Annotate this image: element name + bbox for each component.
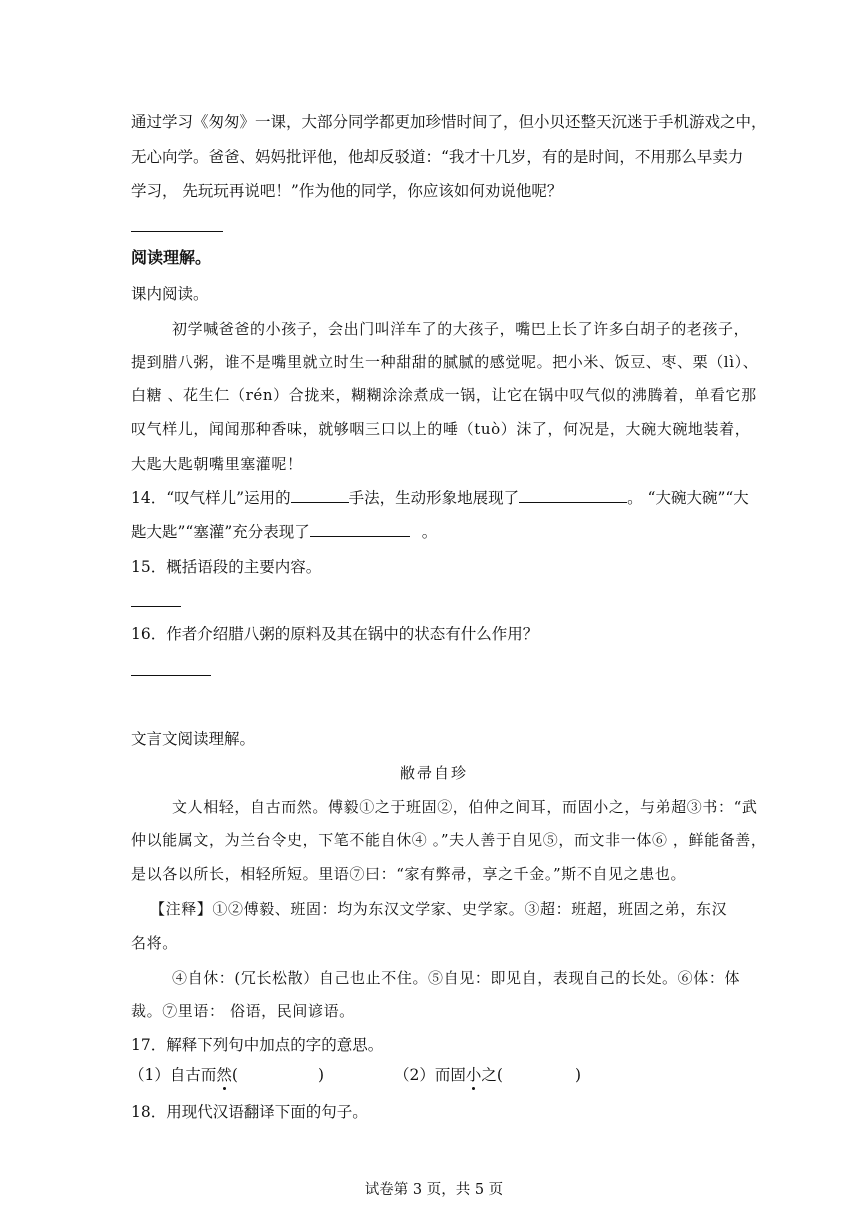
q17-item2-text: （2）而固 [394, 1066, 466, 1084]
classical-subheading: 文言文阅读理解。 [131, 730, 256, 748]
notes-line-4: 裁。⑦里语： 俗语，民间谚语。 [131, 1002, 355, 1020]
passage-line-4: 叹气样儿，闻闻那种香味，就够咽三口以上的唾（tuò）沫了，何况是，大碗大碗地装着， [131, 420, 751, 438]
page-footer: 试卷第 3 页，共 5 页 [364, 1182, 504, 1198]
classical-title: 敝帚自珍 [399, 764, 468, 782]
intro-line-3: 学习， 先玩玩再说吧！”作为他的同学，你应该如何劝说他呢？ [131, 182, 563, 200]
q14-text-4: 匙大匙”“塞灌”充分表现了 [131, 523, 310, 541]
classical-passage-line-3: 是以各以所长，相轻所短。里语⑦曰：“家有弊帚，享之千金。”斯不自见之患也。 [131, 865, 687, 883]
answer-line [131, 675, 211, 676]
section-heading-reading: 阅读理解。 [131, 248, 212, 267]
passage-line-2: 提到腊八粥，谁不是嘴里就立时生一种甜甜的腻腻的感觉呢。把小米、饭豆、枣、栗（lì）、 [131, 353, 759, 371]
notes-line-1: 【注释】①②傅毅、班固：均为东汉文学家、史学家。③超：班超，班固之弟，东汉 [150, 900, 728, 918]
question-14-line-1 [131, 488, 749, 508]
q14-blank-3 [310, 522, 410, 537]
answer-line [131, 606, 181, 607]
notes-line-2: 名将。 [131, 934, 178, 952]
question-15: 15．概括语段的主要内容。 [131, 558, 322, 576]
passage-line-3: 白糖 、花生仁（rén）合拢来，糊糊涂涂煮成一锅，让它在锅中叹气似的沸腾着，单看它那 [131, 386, 757, 404]
notes-line-3: ④自休：(冗长松散）自己也止不住。⑤自见：即见自，表现自己的长处。⑥体：体 [172, 969, 741, 987]
q14-text-1: 14．“叹气样儿”运用的 [131, 489, 291, 507]
q17-item2-dotted-char: 小 [465, 1066, 482, 1084]
classical-passage-line-2: 仲以能属文，为兰台令史，下笔不能自休④ 。”夫人善于自见⑤，而文非一体⑥ ，鲜能备善， [131, 831, 767, 849]
q17-item1-close: ) [317, 1066, 325, 1084]
q14-text-5: 。 [421, 523, 438, 541]
q17-item1-open: ( [231, 1066, 238, 1084]
question-14-line-2 [131, 522, 437, 542]
intro-line-1: 通过学习《匆匆》一课，大部分同学都更加珍惜时间了，但小贝还整天沉迷于手机游戏之中， [131, 113, 767, 131]
passage-line-1: 初学喊爸爸的小孩子，会出门叫洋车了的大孩子，嘴巴上长了许多白胡子的老孩子， [172, 320, 750, 338]
q17-item1-text: （1）自古而 [129, 1066, 217, 1084]
passage-line-5: 大匙大匙朝嘴里塞灌呢！ [131, 455, 303, 473]
reading-subheading: 课内阅读。 [131, 285, 209, 303]
question-17-items [129, 1065, 581, 1085]
q17-item2-post: 之( [481, 1066, 503, 1084]
classical-passage-line-1: 文人相轻，自古而然。傅毅①之于班固②，伯仲之间耳，而固小之，与弟超③书：“武 [172, 798, 758, 816]
answer-line [131, 231, 223, 232]
intro-line-2: 无心向学。爸爸、妈妈批评他，他却反驳道：“我才十几岁，有的是时间，不用那么早卖力 [131, 148, 744, 166]
q17-item2-close: ) [574, 1066, 582, 1084]
q14-text-3: 。 “大碗大碗”“大 [627, 489, 749, 507]
q14-blank-2 [519, 488, 627, 503]
question-17: 17．解释下列句中加点的字的意思。 [131, 1036, 384, 1054]
q17-item1-dotted-char: 然 [216, 1066, 232, 1084]
question-16: 16．作者介绍腊八粥的原料及其在锅中的状态有什么作用？ [131, 625, 539, 643]
q14-blank-1 [291, 488, 349, 503]
q14-text-2: 手法，生动形象地展现了 [348, 489, 520, 507]
question-18: 18．用现代汉语翻译下面的句子。 [131, 1103, 368, 1121]
